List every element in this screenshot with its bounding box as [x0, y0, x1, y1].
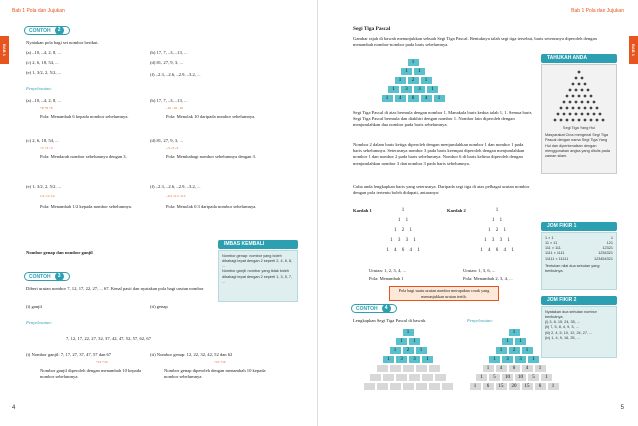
jom-fikir-2-item: (iv) 1, 4, 9, 16, 25, ... [545, 335, 580, 340]
contoh-4-question-triangle [353, 328, 463, 391]
contoh-4-question-cell [402, 382, 415, 391]
kaedah-1-urutan: Urutan: 1, 2, 3, 4, ... [369, 268, 407, 273]
sol-f: (f) –2.3, –2.6, –2.9, –3.2, ... [150, 184, 201, 189]
sol-b: (b) 17, 7, –3, –13, ... [150, 98, 188, 103]
contoh-4-question-cell [408, 373, 421, 382]
contoh-4-question-cell: 1 [389, 346, 402, 355]
sol-e-diff: 1/2 1/2 1/2 [40, 194, 55, 198]
sol-ii-pola: Nombor genap diperoleh dengan menambah 10 kepada nombor sebelumnya. [164, 368, 266, 380]
q-a: (a) –10, –4, 2, 8, ... [26, 50, 61, 55]
pascal-para-1: Segi Tiga Pascal di atas bermula dengan nombor 1. Manakala baris kedua ialah 1, 1. Semua baris Segi Tiga Pascal bermula dan diakhiri dengan nombor 1. Nombor lain diperoleh dengan menjumlahkan dua nombor pada baris sebelumnya. [353, 110, 532, 128]
pascal-main-row [381, 94, 446, 103]
sol-e-pola: Pola: Menambah 1/2 kepada nombor sebelumnya. [40, 204, 133, 209]
kaedah-1-row: 1 [401, 208, 405, 213]
sol-c-diff: ×3 ×3 ×3 [40, 146, 53, 150]
contoh-3-instruction: Diberi urutan nombor 7, 12, 17, 22, 27, ... 67. Kenal pasti dan nyatakan pola bagi urutan nombor [26, 286, 204, 291]
jom-fikir-2-item: (iii) 2, 4, 5, 10, 12, 24, 27, ... [545, 330, 593, 335]
pascal-main-cell: 1 [413, 67, 426, 76]
sol-f-pola: Pola: Menolak 0.3 daripada nombor sebelumnya. [166, 204, 257, 209]
sol-c: (c) 2, 6, 18, 54, ... [26, 138, 59, 143]
contoh-4-question-cell [421, 373, 434, 382]
contoh-4-answer-triangle [459, 328, 569, 391]
jom-fikir-1-results [594, 236, 613, 262]
q-i: (i) ganjil [26, 304, 42, 309]
pascal-main-cell: 1 [426, 85, 439, 94]
pascal-para-3: Cuba anda lengkapkan baris yang seterusnya. Daripada segi tiga di atas pelbagai urutan nombor dengan pola tertentu boleh didapati, antaranya: [353, 184, 530, 196]
contoh-3-label: CONTOH 3 [24, 272, 70, 281]
yang-hui-triangle-image [545, 68, 613, 124]
contoh-4-instruction: Lengkapkan Segi Tiga Pascal di bawah. [353, 318, 427, 323]
pascal-main-cell: 1 [400, 67, 413, 76]
contoh-4-answer-row [459, 373, 569, 382]
contoh-4-question-cell [389, 382, 402, 391]
contoh-4-answer-cell: 1 [475, 373, 488, 382]
contoh-4-answer-cell: 4 [495, 364, 508, 373]
kaedah-2-row: 1 1 [491, 218, 503, 223]
pascal-main-cell: 1 [387, 85, 400, 94]
contoh-4-question-row [353, 382, 463, 391]
contoh-4-question-cell [428, 382, 441, 391]
pascal-para-2: Nombor 2 dalam baris ketiga diperoleh dengan menjumlahkan nombor 1 dan nombor 1 pada baris sebelumnya. Seterusnya nombor 3 pada baris keempat diperoleh dengan menjumlahkan nombor 1 dan nombor 2 pada baris sebelumnya. Nombor 6 di baris kelima diperoleh dengan menjumlahkan nombor 3 dan nombor 3 pada baris sebelumnya. [353, 142, 525, 166]
pascal-main-row [394, 76, 433, 85]
pascal-main-row [387, 85, 439, 94]
contoh-4-answer-cell: 15 [521, 382, 534, 391]
kaedah-2-pola: Pola: Menambah 2, 3, 4, ... [463, 276, 513, 281]
pascal-main-cell: 1 [420, 76, 433, 85]
contoh-4-answer-cell: 2 [508, 346, 521, 355]
sol-f-diff: –0.3 –0.3 –0.3 [166, 194, 186, 198]
contoh-4-answer-cell: 1 [482, 364, 495, 373]
jom-fikir-1-expression: 1111 × 1111 [545, 251, 565, 256]
jom-fikir-1-expressions [545, 236, 568, 262]
sol-d-diff: ÷3 ÷3 ÷3 [166, 146, 179, 150]
contoh-4-question-cell: 1 [402, 328, 415, 337]
contoh-4-answer-cell: 1 [527, 355, 540, 364]
jom-fikir-2-item: (ii) 7, 5, 8, 4, 9, 3, ... [545, 325, 579, 330]
kaedah-1-row: 1 4 6 4 1 [386, 248, 420, 253]
q-e: (e) 1, 3/2, 2, 5/2, ... [26, 70, 62, 75]
pascal-main-cell: 1 [394, 76, 407, 85]
contoh-4-answer-cell: 15 [495, 382, 508, 391]
page-number-left: 4 [12, 404, 16, 411]
sol-ii: (ii) Nombor genap: 12, 22, 32, 42, 52 dan 62 [150, 352, 233, 357]
jom-fikir-1-expression: 111 × 111 [545, 246, 561, 251]
contoh-4-answer-cell: 1 [547, 382, 560, 391]
pascal-main-cell: 3 [400, 85, 413, 94]
contoh-2-instruction: Nyatakan pola bagi set nombor berikut. [26, 40, 99, 45]
genap-ganjil-title: Nombor genap dan nombor ganjil [26, 250, 93, 255]
contoh-4-answer-cell: 10 [501, 373, 514, 382]
contoh-4-question-cell [389, 364, 402, 373]
contoh-4-question-cell [428, 364, 441, 373]
contoh-4-question-cell [402, 364, 415, 373]
kaedah-1-pola: Pola: Menambah 1 [369, 276, 404, 281]
pascal-main-cell: 1 [407, 58, 420, 67]
contoh-4-question-row [353, 373, 463, 382]
q-b: (b) 17, 7, –3, –13, ... [150, 50, 188, 55]
kaedah-2-urutan: Urutan: 1, 3, 6, ... [463, 268, 496, 273]
contoh-4-answer-cell: 1 [534, 364, 547, 373]
q-d: (d) 81, 27, 9, 3, ... [150, 60, 183, 65]
contoh-4-answer-cell: 3 [514, 355, 527, 364]
right-chapter-tab: BAB 1 [629, 36, 638, 64]
pascal-triangle-main [353, 58, 473, 103]
contoh-4-answer-cell: 3 [501, 355, 514, 364]
contoh-4-answer-cell: 10 [514, 373, 527, 382]
jom-fikir-2-item: (i) 3, 8, 15, 24, 35, ... [545, 320, 581, 325]
kaedah-1-row: 1 3 3 1 [390, 238, 416, 243]
contoh-4-question-cell [415, 382, 428, 391]
sol-i-pola: Nombor ganjil diperoleh dengan menambah 10 kepada nombor sebelumnya. [40, 368, 142, 380]
contoh-4-question-cell [382, 373, 395, 382]
sol-e: (e) 1, 3/2, 2, 5/2, ... [26, 184, 62, 189]
yang-hui-caption: Segi Tiga Yang Hui [562, 126, 596, 131]
kaedah-1-row: 1 2 1 [394, 228, 412, 233]
contoh-4-question-cell: 3 [408, 355, 421, 364]
contoh-4-question-cell [376, 382, 389, 391]
jom-fikir-1-expression: 11 × 11 [545, 241, 558, 246]
kaedah-2-label: Kaedah 2 [447, 208, 466, 213]
contoh-4-answer-cell: 1 [540, 373, 553, 382]
contoh-4-question-row [353, 346, 463, 355]
tahukah-text: Masyarakat Cina mengenal Segi Tiga Pascal dengan nama Segi Tiga Yang Hui dan diperkenalkan dengan menggunakan angka yang ditulis pada zaman silam. [545, 133, 611, 158]
sol-d: (d) 81, 27, 9, 3, ... [150, 138, 183, 143]
kaedah-2-row: 1 2 1 [488, 228, 506, 233]
jom-fikir-2-lead: Nyatakan dua sebutan nombor berikutnya. [545, 310, 597, 320]
left-page [0, 0, 318, 426]
contoh-4-question-cell [415, 364, 428, 373]
sequence-67: 7, 12, 17, 22, 27, 32, 37, 42, 47, 52, 57, 62, 67 [66, 336, 151, 341]
page-number-right: 5 [620, 404, 624, 411]
contoh-4-question-cell [369, 373, 382, 382]
contoh-4-question-cell [441, 382, 454, 391]
contoh-4-question-cell: 1 [382, 355, 395, 364]
contoh-4-answer-row [459, 328, 569, 337]
kaedah-2-row: 1 3 3 1 [484, 238, 510, 243]
jom-fikir-1-result: 1 [610, 236, 613, 240]
sol-a: (a) –10, –4, 2, 8, ... [26, 98, 61, 103]
kaedah-2-row: 1 4 6 4 1 [480, 248, 514, 253]
jom-fikir-1-text: Tentukan nilai dua sebutan yang berikutnya. [545, 263, 600, 273]
sol-b-pola: Pola: Menolak 10 daripada nombor sebelumnya. [166, 114, 256, 119]
pascal-main-row [407, 58, 420, 67]
jom-fikir-1-expression: 11111 × 11111 [545, 256, 569, 261]
sol-i: (i) Nombor ganjil: 7, 17, 27, 37, 47, 57 dan 67 [26, 352, 112, 357]
right-page [319, 0, 638, 426]
contoh-4-answer-row [459, 346, 569, 355]
tahukah-box [541, 64, 617, 174]
contoh-4-question-cell: 1 [421, 355, 434, 364]
pascal-main-cell: 1 [381, 94, 394, 103]
contoh-4-answer-cell: 20 [508, 382, 521, 391]
imbas-line-2: Nombor ganjil: nombor yang tidak boleh dibahagi tepat dengan 2 seperti 1, 3, 5, 7, ... [222, 269, 293, 284]
pascal-main-cell: 6 [407, 94, 420, 103]
contoh-4-question-cell [395, 373, 408, 382]
contoh-4-question-row [353, 364, 463, 373]
contoh-4-question-cell: 1 [415, 346, 428, 355]
contoh-4-answer-cell: 5 [488, 373, 501, 382]
pascal-main-cell: 4 [394, 94, 407, 103]
left-header: Bab 1 Pola dan Jujukan [12, 8, 65, 14]
jom-fikir-1-header: JOM FIKIR 1 [541, 222, 617, 231]
pascal-main-cell: 2 [407, 76, 420, 85]
contoh-4-answer-row [459, 364, 569, 373]
imbas-kembali-header: IMBAS KEMBALI [218, 240, 298, 249]
jom-fikir-1-result: 121 [606, 241, 613, 246]
sol-a-pola: Pola: Menambah 6 kepada nombor sebelumnya. [40, 114, 129, 119]
contoh-4-answer-cell: 6 [508, 364, 521, 373]
contoh-2-label: CONTOH 2 [24, 26, 70, 35]
pola-definition-note: Pola bagi suatu urutan nombor merupakan corak yang menunjukkan urutan tertib. [389, 286, 499, 301]
penyelesaian-3: Penyelesaian: [26, 320, 53, 325]
kaedah-2-row: 1 [495, 208, 499, 213]
kaedah-1-row: 1 1 [397, 218, 409, 223]
right-header: Bab 1 Pola dan Jujukan [571, 8, 624, 14]
left-chapter-tab: BAB 1 [0, 36, 9, 64]
jom-fikir-1-result: 12321 [602, 246, 613, 251]
kaedah-1-label: Kaedah 1 [353, 208, 372, 213]
imbas-line-1: Nombor genap: nombor yang boleh dibahagi tepat dengan 2 seperti 2, 4, 6, 8, ... [222, 254, 293, 269]
jom-fikir-1-expression: 1 × 1 [545, 236, 554, 240]
sol-c-pola: Pola: Mendarab nombor sebelumnya dengan 3. [40, 154, 127, 159]
pascal-main-cell: 4 [420, 94, 433, 103]
jom-fikir-1-box [541, 232, 617, 290]
contoh-4-answer-cell: 1 [469, 382, 482, 391]
jom-fikir-1-result: 1234321 [598, 251, 613, 256]
pascal-intro: Gambar rajah di bawah menunjukkan sebuah Segi Tiga Pascal. Bentuknya ialah segi tiga tersebut, baris seterusnya diperoleh dengan menambah nombor-nombor pada baris sebelumnya. [353, 36, 597, 48]
kaedah-2-triangle [457, 208, 537, 258]
contoh-4-question-cell [434, 373, 447, 382]
pascal-main-cell: 3 [413, 85, 426, 94]
contoh-4-question-row [353, 328, 463, 337]
jom-fikir-1-result: 123454321 [593, 256, 613, 261]
pascal-main-cell: 1 [433, 94, 446, 103]
contoh-4-answer-cell: 4 [521, 364, 534, 373]
q-f: (f) –2.3, –2.6, –2.9, –3.2, ... [150, 72, 201, 77]
sol-a-diff: +6 +6 +6 [40, 106, 53, 110]
contoh-4-answer-cell: 1 [508, 328, 521, 337]
kaedah-1-triangle [363, 208, 443, 258]
pascal-title: Segi Tiga Pascal [353, 26, 391, 32]
sol-d-pola: Pola: Membahagi nombor sebelumnya dengan 3. [166, 154, 257, 159]
q-c: (c) 2, 6, 18, 54, ... [26, 60, 59, 65]
contoh-4-label: CONTOH 4 [351, 304, 397, 313]
contoh-4-answer-cell: 6 [482, 382, 495, 391]
contoh-4-question-cell [363, 382, 376, 391]
imbas-kembali-box [218, 250, 298, 302]
q-ii: (ii) genap [150, 304, 168, 309]
contoh-4-answer-cell: 1 [514, 337, 527, 346]
contoh-4-question-cell [376, 364, 389, 373]
contoh-4-answer-row [459, 355, 569, 364]
sol-i-diff: +10 +10 [96, 360, 108, 364]
pascal-main-row [400, 67, 426, 76]
contoh-4-question-row [353, 337, 463, 346]
contoh-4-answer-row [459, 382, 569, 391]
penyelesaian-2: Penyelesaian: [26, 86, 53, 91]
contoh-4-answer-cell: 5 [527, 373, 540, 382]
contoh-4-answer-cell: 6 [534, 382, 547, 391]
contoh-4-question-row [353, 355, 463, 364]
jom-fikir-2-header: JOM FIKIR 2 [541, 296, 617, 305]
contoh-4-question-cell: 3 [395, 355, 408, 364]
contoh-4-answer-cell: 1 [521, 346, 534, 355]
contoh-4-question-cell: 2 [402, 346, 415, 355]
tahukah-header: TAHUKAH ANDA [541, 54, 617, 63]
sol-ii-diff: +10 +10 [214, 360, 226, 364]
sol-b-diff: –10 –10 –10 [166, 106, 183, 110]
contoh-4-answer-cell: 1 [488, 355, 501, 364]
contoh-4-answer-cell: 1 [495, 346, 508, 355]
contoh-4-answer-cell: 1 [501, 337, 514, 346]
contoh-4-question-cell: 1 [408, 337, 421, 346]
contoh-4-answer-row [459, 337, 569, 346]
penyelesaian-4: Penyelesaian: [467, 318, 494, 323]
contoh-4-question-cell: 1 [395, 337, 408, 346]
